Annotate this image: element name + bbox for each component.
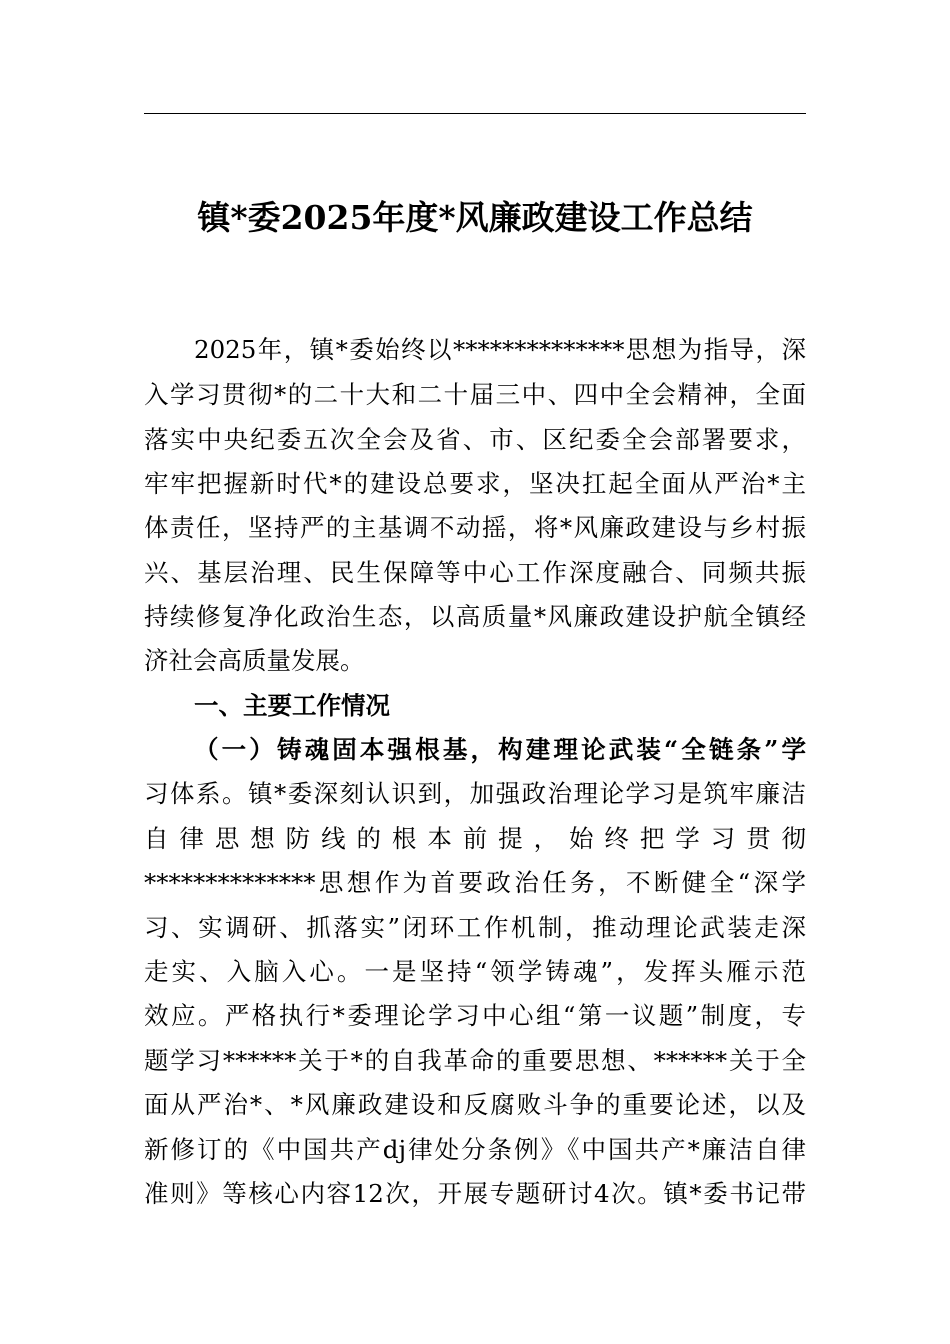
body-line: 面从严治*、*风廉政建设和反腐败斗争的重要论述，以及 [144,1090,806,1119]
body-line: 走实、入脑入心。一是坚持“领学铸魂”，发挥头雁示范 [144,957,806,986]
intro-line: 兴、基层治理、民生保障等中心工作深度融合、同频共振 [144,558,806,587]
intro-line: 济社会高质量发展。 [144,646,365,675]
intro-line: 入学习贯彻*的二十大和二十届三中、四中全会精神，全面 [144,380,806,409]
body-line: **************思想作为首要政治任务，不断健全“深学 [144,868,806,897]
body-line: 准则》等核心内容12次，开展专题研讨4次。镇*委书记带 [144,1179,806,1208]
intro-line: 体责任，坚持严的主基调不动摇，将*风廉政建设与乡村振 [144,513,806,542]
body-line: 自律思想防线的根本前提，始终把学习贯彻 [144,824,806,853]
intro-line: 持续修复净化政治生态，以高质量*风廉政建设护航全镇经 [144,602,806,631]
document-title: 镇*委2025年度*风廉政建设工作总结 [197,198,753,237]
intro-line: 落实中央纪委五次全会及省、市、区纪委全会部署要求， [144,425,806,454]
intro-line: 2025年，镇*委始终以**************思想为指导，深 [194,335,806,364]
body-line: 题学习******关于*的自我革命的重要思想、******关于全 [144,1046,806,1075]
body-line: 习、实调研、抓落实”闭环工作机制，推动理论武装走深 [144,913,806,942]
header-rule [144,113,806,114]
subsection-heading-line: （一）铸魂固本强根基，构建理论武装“全链条”学 [194,735,806,764]
body-line: 效应。严格执行*委理论学习中心组“第一议题”制度，专 [144,1001,806,1030]
intro-line: 牢牢把握新时代*的建设总要求，坚决扛起全面从严治*主 [144,469,806,498]
section-heading: 一、主要工作情况 [194,691,390,720]
body-line: 新修订的《中国共产dj律处分条例》《中国共产*廉洁自律 [144,1135,806,1164]
body-line: 习体系。镇*委深刻认识到，加强政治理论学习是筑牢廉洁 [144,779,806,808]
